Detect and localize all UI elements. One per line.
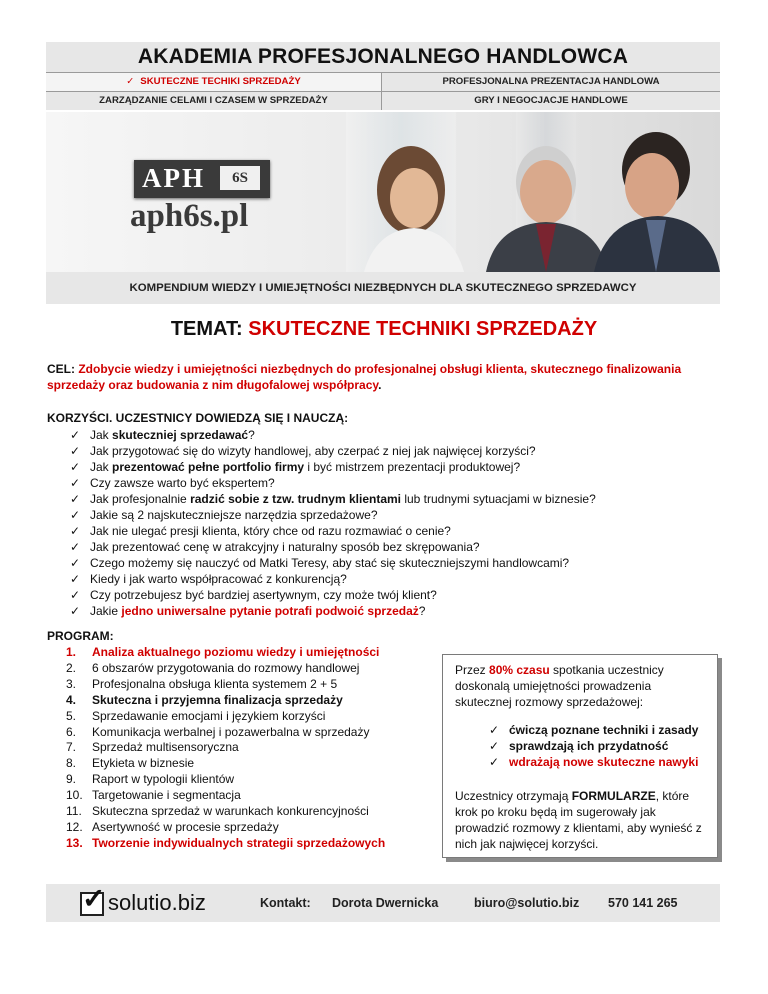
program-item: 5. Sprzedawanie emocjami i językiem korzyści	[66, 708, 326, 723]
benefit-item: ✓ Jak prezentować cenę w atrakcyjny i naturalny sposób bez skrępowania?	[70, 540, 480, 554]
hero-banner	[46, 112, 720, 272]
aph-logo: APH 6S	[134, 160, 270, 198]
benefit-item: ✓ Jakie są 2 najskuteczniejsze narzędzia sprzedażowe?	[70, 508, 378, 522]
program-item: 11. Skuteczna sprzedaż w warunkach konkurencyjności	[66, 804, 369, 819]
program-item: 6. Komunikacja werbalnej i pozawerbalna w sprzedaży	[66, 724, 370, 739]
nav-item-time-management[interactable]: ZARZĄDZANIE CELAMI I CZASEM W SPRZEDAŻY	[46, 91, 382, 110]
contact-phone[interactable]: 570 141 265	[608, 896, 678, 910]
logo-url: aph6s.pl	[130, 198, 249, 234]
nav-item-sales-techniques[interactable]: ✓ SKUTECZNE TECHIKI SPRZEDAŻY	[46, 72, 382, 91]
nav-item-negotiations[interactable]: GRY I NEGOCJACJE HANDLOWE	[382, 91, 720, 110]
program-title: PROGRAM:	[47, 629, 114, 643]
tagline-band	[46, 272, 720, 304]
contact-name: Dorota Dwernicka	[332, 896, 439, 910]
check-icon: ✓	[489, 723, 500, 737]
list-item: ✓ ćwiczą poznane techniki i zasady	[489, 723, 699, 737]
contact-email[interactable]: biuro@solutio.biz	[474, 896, 580, 910]
list-item: ✓ wdrażają nowe skuteczne nawyki	[489, 755, 699, 769]
check-icon: ✓	[70, 604, 81, 618]
goal-paragraph: CEL: Zdobycie wiedzy i umiejętności niezbędnych do profesjonalnej obsługi klienta, skutecznego finalizowania sprzedaży oraz budowania z nim długofalowej współpracy.	[47, 362, 682, 392]
tagline: KOMPENDIUM WIEDZY I UMIEJĘTNOŚCI NIEZBĘDNYCH DLA SKUTECZNEGO SPRZEDAWCY	[129, 282, 637, 294]
program-item: 4. Skuteczna i przyjemna finalizacja sprzedaży	[66, 692, 343, 707]
check-icon: ✓	[70, 540, 81, 554]
benefit-item: ✓ Czego możemy się nauczyć od Matki Teresy, aby stać się skuteczniejszymi handlowcami?	[70, 556, 570, 570]
check-icon: ✓	[126, 76, 135, 87]
program-item: 13. Tworzenie indywidualnych strategii sprzedażowych	[66, 835, 386, 850]
benefits-title: KORZYŚCI. UCZESTNICY DOWIEDZĄ SIĘ I NAUCZĄ:	[47, 411, 349, 425]
benefit-item: ✓ Jakie jedno uniwersalne pytanie potrafi podwoić sprzedaż?	[70, 604, 426, 618]
check-icon: ✓	[70, 492, 81, 506]
page-title: AKADEMIA PROFESJONALNEGO HANDLOWCA	[137, 45, 629, 68]
benefit-item: ✓ Jak przygotować się do wizyty handlowej, aby czerpać z niej jak najwięcej korzyści?	[70, 444, 536, 458]
program-item: 3. Profesjonalna obsługa klienta systemem 2 + 5	[66, 676, 338, 691]
benefit-item: ✓ Kiedy i jak warto współpracować z konkurencją?	[70, 572, 347, 586]
check-icon: ✓	[489, 755, 500, 769]
program-item: 9. Raport w typologii klientów	[66, 772, 235, 787]
footer	[46, 884, 720, 922]
topic-nav	[46, 72, 720, 110]
program-item: 10. Targetowanie i segmentacja	[66, 788, 241, 803]
header	[46, 42, 720, 110]
nav-item-presentation[interactable]: PROFESJONALNA PREZENTACJA HANDLOWA	[382, 72, 720, 91]
benefit-item: ✓ Jak skuteczniej sprzedawać?	[70, 428, 255, 442]
benefit-item: ✓ Jak prezentować pełne portfolio firmy i być mistrzem prezentacji produktowej?	[70, 460, 521, 474]
check-icon: ✓	[70, 444, 81, 458]
info-box	[442, 654, 718, 858]
program-item: 8. Etykieta w biznesie	[66, 756, 195, 771]
check-icon: ✓	[70, 508, 81, 522]
benefits-list	[70, 427, 710, 619]
check-icon: ✓	[70, 572, 81, 586]
program-list	[66, 645, 446, 852]
check-icon: ✓	[70, 556, 81, 570]
check-icon: ✓	[489, 739, 500, 753]
info-box-forms: Uczestnicy otrzymają FORMULARZE, które krok po kroku będą im sugerowały jak prowadzić rozmowy z klientami, aby wynieść z nich jak najwięcej korzyści.	[455, 789, 702, 851]
contact-label: Kontakt:	[260, 896, 311, 910]
benefit-item: ✓ Jak profesjonalnie radzić sobie z tzw. trudnym klientami lub trudnymi sytuacjami w biznesie?	[70, 492, 596, 506]
benefit-item: ✓ Jak nie ulegać presji klienta, który chce od razu rozmawiać o cenie?	[70, 524, 451, 538]
benefit-item: ✓ Czy zawsze warto być ekspertem?	[70, 476, 275, 490]
topic-heading: TEMAT: SKUTECZNE TECHNIKI SPRZEDAŻY	[170, 318, 598, 340]
check-icon: ✓	[70, 476, 81, 490]
program-item: 7. Sprzedaż multisensoryczna	[66, 740, 239, 755]
checkmark-icon: ✓	[82, 883, 106, 914]
info-box-intro: Przez 80% czasu spotkania uczestnicy doskonalą umiejętności prowadzenia skutecznej rozmowy sprzedażowej:	[455, 663, 664, 709]
info-box-checklist	[489, 722, 698, 770]
program-item: 1. Analiza aktualnego poziomu wiedzy i umiejętności	[66, 645, 380, 659]
benefit-item: ✓ Czy potrzebujesz być bardziej asertywnym, czy może twój klient?	[70, 588, 437, 602]
brand-name[interactable]: solutio.biz	[108, 890, 206, 915]
program-item: 2. 6 obszarów przygotowania do rozmowy handlowej	[66, 660, 360, 675]
check-icon: ✓	[70, 428, 81, 442]
list-item: ✓ sprawdzają ich przydatność	[489, 739, 669, 753]
check-icon: ✓	[70, 524, 81, 538]
check-icon: ✓	[70, 588, 81, 602]
check-icon: ✓	[70, 460, 81, 474]
program-item: 12. Asertywność w procesie sprzedaży	[66, 819, 279, 834]
